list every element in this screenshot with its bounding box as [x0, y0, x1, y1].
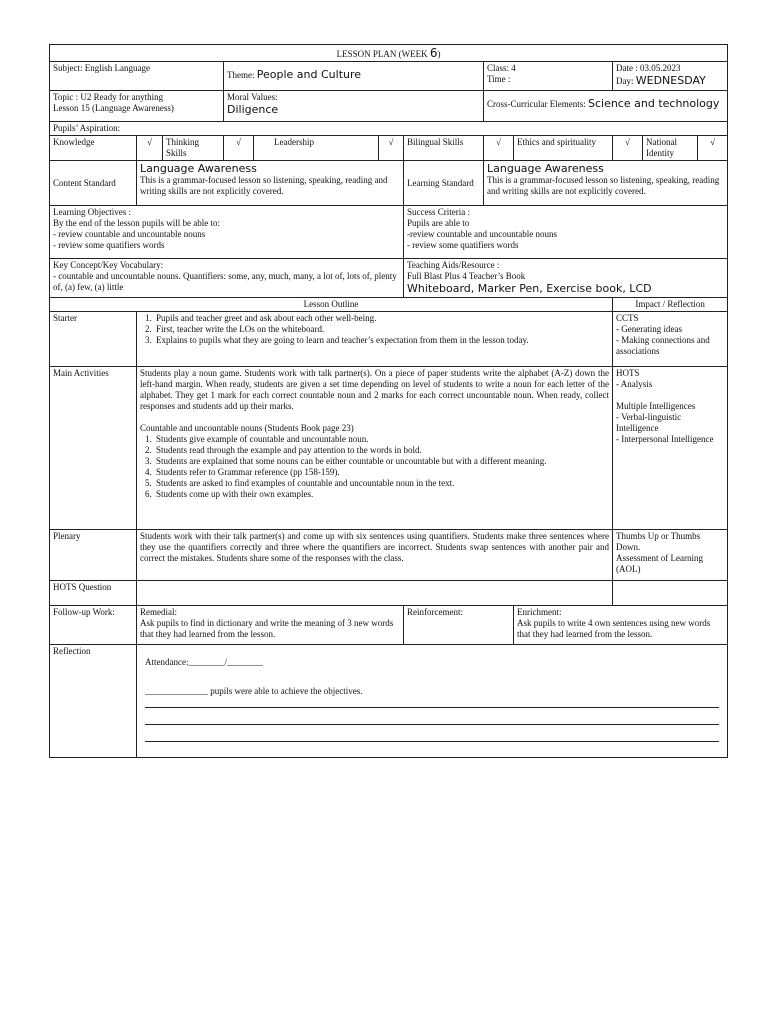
list-item: 2. First, teacher write the LOs on the whiteboard.: [154, 324, 609, 335]
aspiration-tick: √: [224, 136, 254, 161]
plenary-label: Plenary: [50, 530, 137, 581]
reflection-row: [50, 645, 728, 758]
hots-impact-cell: [613, 581, 728, 606]
hots-question-label: HOTS Question: [50, 581, 137, 606]
theme-value: People and Culture: [256, 68, 362, 81]
list-item: 3. Students are explained that some nouns can be either countable or uncountable but with a different meaning.: [154, 456, 609, 467]
reflection-label: Reflection: [50, 645, 137, 758]
aspiration-tick: √: [484, 136, 514, 161]
reflection-blank-line: [145, 731, 719, 742]
date-day-cell: Date : 03.05.2023 Day: WEDNESDAY: [613, 62, 728, 91]
plenary-impact-cell: Thumbs Up or Thumbs Down. Assessment of Learning (AOL): [613, 530, 728, 581]
teaching-aids-cell: Teaching Aids/Resource : Full Blast Plus 4 Teacher’s Book Whiteboard, Marker Pen, Exercise book, LCD: [404, 259, 728, 298]
reflection-cell: [137, 645, 728, 758]
aspiration-item: Leadership: [254, 136, 379, 161]
page-title: LESSON PLAN (WEEK 6): [50, 45, 728, 62]
aspiration-label: Pupils’ Aspiration:: [50, 122, 728, 136]
learning-standard-title: Language Awareness: [487, 162, 604, 175]
success-criteria-cell: Success Criteria : Pupils are able to -review countable and uncountable nouns - review some quatifiers words: [404, 206, 728, 259]
lesson-plan-table: [49, 44, 728, 758]
teaching-aids-items: Whiteboard, Marker Pen, Exercise book, LCD: [407, 282, 652, 295]
moral-value: Diligence: [227, 103, 279, 116]
starter-row: [50, 312, 728, 367]
content-standard-cell: Language Awareness This is a grammar-focused lesson so listening, speaking, reading and writing skills are not explicitly covered.: [137, 161, 404, 206]
vocab-row: [50, 259, 728, 298]
list-item: 2. Students read through the example and pay attention to the words in bold.: [154, 445, 609, 456]
standards-row: [50, 161, 728, 206]
theme-cell: Theme: People and Culture: [224, 62, 484, 91]
main-activities-label: Main Activities: [50, 367, 137, 530]
remedial-cell: Remedial: Ask pupils to find in dictionary and write the meaning of 3 new words that they had learned from the lesson.: [137, 606, 404, 645]
hots-question-cell: [137, 581, 613, 606]
subject-row: [50, 62, 728, 91]
title-row: [50, 45, 728, 62]
starter-label: Starter: [50, 312, 137, 367]
week-number: 6: [429, 46, 438, 60]
outline-heading-row: [50, 298, 728, 312]
topic-cell: Topic : U2 Ready for anything Lesson 15 (Language Awareness): [50, 91, 224, 122]
impact-heading: Impact / Reflection: [613, 298, 728, 312]
aspiration-item: Thinking Skills: [163, 136, 224, 161]
lesson-plan-sheet: [49, 44, 727, 758]
reflection-blank-line: [145, 697, 719, 708]
learning-objectives-cell: Learning Objectives : By the end of the lesson pupils will be able to: - review countable and uncountable nouns - review some quatifiers words: [50, 206, 404, 259]
list-item: 6. Students come up with their own examples.: [154, 489, 609, 500]
learning-standard-label: Learning Standard: [404, 161, 484, 206]
list-item: 1. Students give example of countable and uncountable noun.: [154, 434, 609, 445]
aspiration-item: Bilingual Skills: [404, 136, 484, 161]
follow-up-row: [50, 606, 728, 645]
starter-impact-cell: CCTS - Generating ideas - Making connections and associations: [613, 312, 728, 367]
hots-question-row: [50, 581, 728, 606]
reinforcement-cell: Reinforcement:: [404, 606, 514, 645]
main-impact-cell: HOTS - Analysis Multiple Intelligences - Verbal-linguistic Intelligence - Interpersonal Intelligence: [613, 367, 728, 530]
list-item: 5. Students are asked to find examples of countable and uncountable noun in the text.: [154, 478, 609, 489]
aspiration-items-row: [50, 136, 728, 161]
starter-cell: [137, 312, 613, 367]
attendance-line: Attendance:________/________: [145, 657, 263, 667]
objectives-row: [50, 206, 728, 259]
aspiration-tick: √: [613, 136, 643, 161]
aspiration-item: Knowledge: [50, 136, 137, 161]
enrichment-cell: Enrichment: Ask pupils to write 4 own sentences using new words that they had learned from the lesson.: [514, 606, 728, 645]
aspiration-tick: √: [137, 136, 163, 161]
aspiration-item: Ethics and spirituality: [514, 136, 613, 161]
plenary-cell: Students work with their talk partner(s) and come up with six sentences using quantifiers. Students make three sentences where they use the quantifiers correctly and three where the quantifiers are incorrect. Students swap sentences with another pair and correct the mistakes. Students share some of the responses with the class.: [137, 530, 613, 581]
main-activities-row: [50, 367, 728, 530]
content-standard-label: Content Standard: [50, 161, 137, 206]
key-vocabulary-cell: Key Concept/Key Vocabulary: - countable and uncountable nouns. Quantifiers: some, any, much, many, a lot of, lots of, plenty of, (a) few, (a) little: [50, 259, 404, 298]
achievement-line: ______________ pupils were able to achieve the objectives.: [145, 686, 363, 696]
reflection-blank-line: [145, 714, 719, 725]
day-value: WEDNESDAY: [635, 74, 706, 87]
list-item: 3. Explains to pupils what they are going to learn and teacher’s expectation from them in the lesson today.: [154, 335, 609, 346]
moral-values-cell: Moral Values: Diligence: [224, 91, 484, 122]
aspiration-tick: √: [379, 136, 404, 161]
class-time-cell: Class: 4 Time :: [484, 62, 613, 91]
aspiration-label-row: [50, 122, 728, 136]
plenary-row: [50, 530, 728, 581]
cross-curricular-cell: Cross-Curricular Elements: Science and technology: [484, 91, 728, 122]
cross-curricular-value: Science and technology: [587, 97, 720, 110]
list-item: 4. Students refer to Grammar reference (pp 158-159).: [154, 467, 609, 478]
lesson-outline-heading: Lesson Outline: [50, 298, 613, 312]
follow-up-label: Follow-up Work:: [50, 606, 137, 645]
learning-standard-cell: Language Awareness This is a grammar-focused lesson so listening, speaking, reading and writing skills are not explicitly covered.: [484, 161, 728, 206]
list-item: 1. Pupils and teacher greet and ask about each other well-being.: [154, 313, 609, 324]
subject-cell: Subject: English Language: [50, 62, 224, 91]
topic-row: [50, 91, 728, 122]
aspiration-tick: √: [698, 136, 728, 161]
main-activities-cell: Students play a noun game. Students work with talk partner(s). On a piece of paper students write the alphabet (A-Z) down the left-hand margin. When ready, students are given a set time depending on level of students to write a noun for each letter of the alphabet. They get 1 mark for each correct countable noun and 2 marks for each correct uncountable noun. When ready, collect responses and students add up their marks. Countable and uncountable nouns (Students Book page 23) 1. Students give example of countable and uncountable noun. 2. Students read through the example and pay attention to the words in bold. 3. Students are explained that some nouns can be either countable or uncountable but with a different meaning. 4. Students refer to Grammar reference (pp 158-159). 5. Students are asked to find examples of countable and uncountable noun in the text. 6. Students come up with their own examples.: [137, 367, 613, 530]
aspiration-item: National Identity: [643, 136, 698, 161]
content-standard-title: Language Awareness: [140, 162, 257, 175]
